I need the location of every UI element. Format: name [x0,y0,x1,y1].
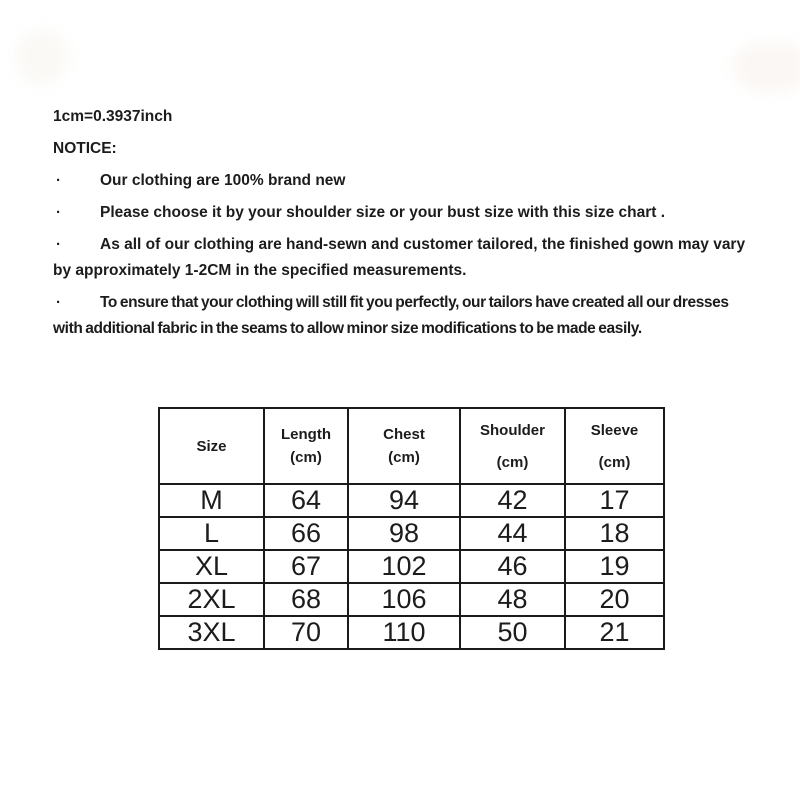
chest-value: 94 [348,484,460,517]
table-row-m [159,484,664,517]
chest-value: 110 [348,616,460,649]
bullet-marker: · [56,172,61,189]
sleeve-value: 17 [565,484,664,517]
bullet-marker: · [56,204,61,221]
bullet-text: To ensure that your clothing will still fit you perfectly, our tailors have created all our dresses with additional fabric in the seams to allow minor size modifications to be made easily. [53,294,729,337]
shoulder-value: 44 [460,517,565,550]
watermark-top-left [16,30,68,84]
sleeve-value: 19 [565,550,664,583]
size-value: L [159,517,264,550]
table-header-row [159,408,664,484]
column-header-size: Size [159,408,264,484]
conversion-note: 1cm=0.3937inch [53,108,173,125]
table-row-2xl [159,583,664,616]
bullet-marker: · [56,294,61,311]
column-header-sleeve: Sleeve (cm) [565,408,664,484]
column-unit: (cm) [496,453,529,471]
notice-text-block [53,104,748,348]
size-value: XL [159,550,264,583]
shoulder-value: 50 [460,616,565,649]
column-header-length: Length (cm) [264,408,348,484]
sleeve-value: 21 [565,616,664,649]
length-value: 70 [264,616,348,649]
size-chart-table [158,407,665,650]
column-header-chest: Chest (cm) [348,408,460,484]
size-value: 3XL [159,616,264,649]
length-value: 68 [264,583,348,616]
notice-bullet-2 [53,200,748,226]
notice-bullet-3 [53,232,748,284]
column-unit: (cm) [388,449,420,466]
bullet-marker: · [56,236,61,253]
watermark-top-right [733,42,800,92]
notice-bullet-1 [53,168,748,194]
table-row-l [159,517,664,550]
bullet-text: Please choose it by your shoulder size or your bust size with this size chart . [100,204,666,221]
bullet-text: As all of our clothing are hand-sewn and customer tailored, the finished gown may vary by approximately 1-2CM in the specified measurements. [53,236,746,279]
length-value: 67 [264,550,348,583]
column-header-shoulder: Shoulder (cm) [460,408,565,484]
notice-heading: NOTICE: [53,140,117,157]
sleeve-value: 18 [565,517,664,550]
chest-value: 102 [348,550,460,583]
bullet-text: Our clothing are 100% brand new [100,172,346,189]
table-row-3xl [159,616,664,649]
notice-bullet-4 [53,290,748,342]
column-unit: (cm) [290,449,322,466]
table-row-xl [159,550,664,583]
chest-value: 106 [348,583,460,616]
sleeve-value: 20 [565,583,664,616]
length-value: 64 [264,484,348,517]
column-unit: (cm) [598,453,631,471]
size-value: 2XL [159,583,264,616]
shoulder-value: 48 [460,583,565,616]
size-value: M [159,484,264,517]
length-value: 66 [264,517,348,550]
shoulder-value: 46 [460,550,565,583]
chest-value: 98 [348,517,460,550]
shoulder-value: 42 [460,484,565,517]
